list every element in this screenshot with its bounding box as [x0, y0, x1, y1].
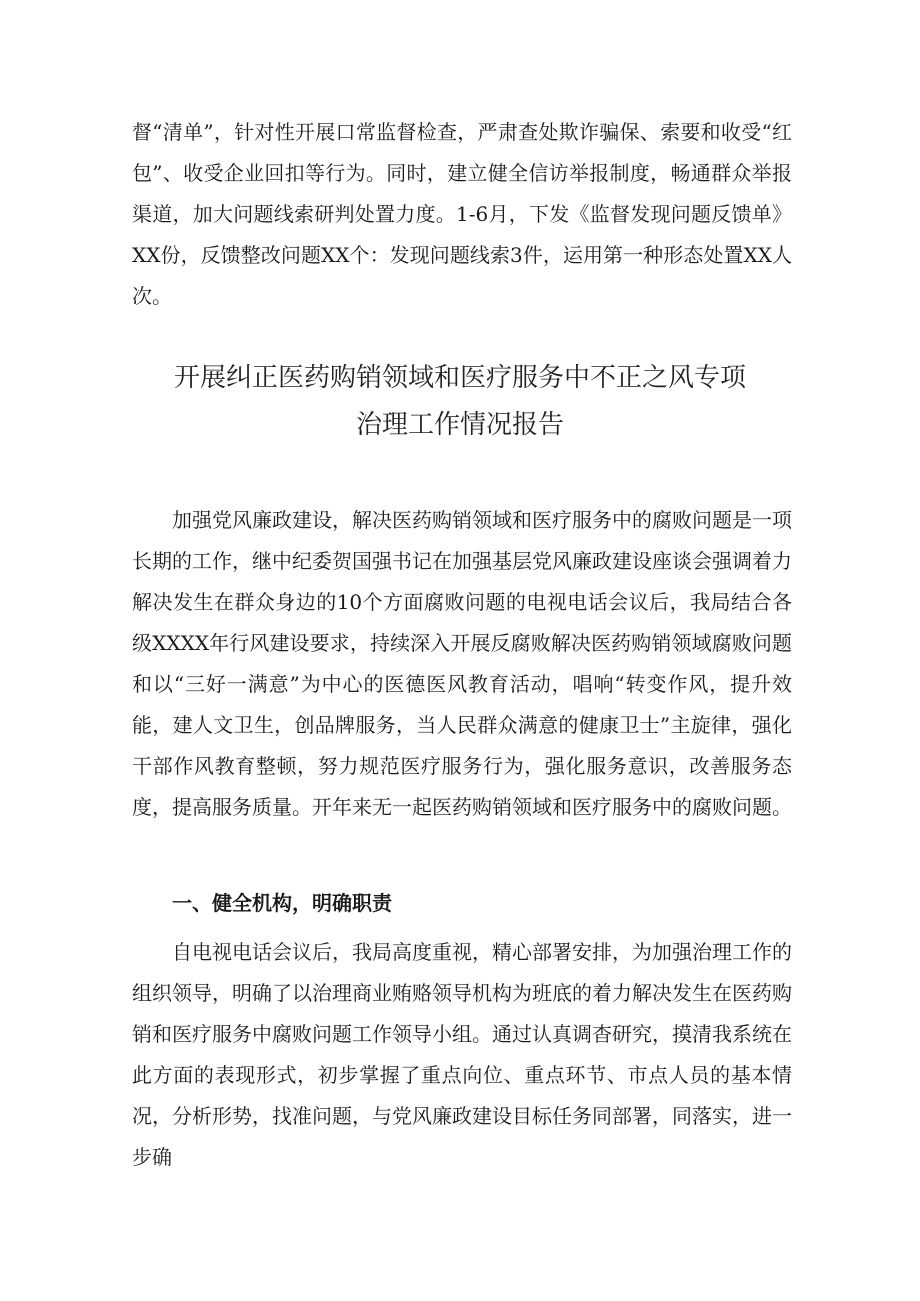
report-title-line-2: 治理工作情况报告 — [355, 410, 564, 440]
section-1-heading: 一、健全机构，明确职责 — [172, 891, 392, 915]
intro-paragraph: 督“清单”，针对性开展口常监督检查，严肃查处欺诈骗保、索要和收受“红包”、收受企业回扣等行为。同时，建立健全信访举报制度，畅通群众举报渠道，加大问题线索研判处置力度。1-6月，下发《监督发现问题反馈单》XX份，反馈整改问题XX个：发现问题线索3件，运用第一种形态处置XX人次。 — [132, 120, 792, 308]
section-1-paragraph: 自电视电话会议后，我局高度重视，精心部署安排，为加强治理工作的组织领导，明确了以治理商业贿赂领导机构为班底的着力解决发生在医药购销和医疗服务中腐败问题工作领导小组。通过认真调杳研究，摸清我系统在此方面的表现形式，初步掌握了重点向位、重点环节、市点人员的基本情况，分析形势，找准问题，与党风廉政建设目标任务同部署，同落实，进一步确 — [132, 940, 792, 1169]
body-paragraph: 加强党风廉政建设，解决医药购销领域和医疗服务中的腐败问题是一项长期的工作，继中纪委贺国强书记在加强基层党风廉政建设座谈会强调着力解决发生在群众身边的10个方面腐败问题的电视电话会议后，我局结合各级XXXX年行风建设要求，持续深入开展反腐败解决医药购销领域腐败问题和以“三好一满意”为中心的医德医风教育活动，唱响“转变作风，提升效能，建人文卫生，创品牌服务，当人民群众满意的健康卫士”主旋律，强化干部作风教育整顿，努力规范医疗服务行为，强化服务意识，改善服务态度，提高服务质量。开年来无一起医药购销领域和医疗服务中的腐败问题。 — [132, 508, 792, 819]
report-title-line-1: 开展纠正医药购销领域和医疗服务中不正之风专项 — [173, 363, 746, 393]
